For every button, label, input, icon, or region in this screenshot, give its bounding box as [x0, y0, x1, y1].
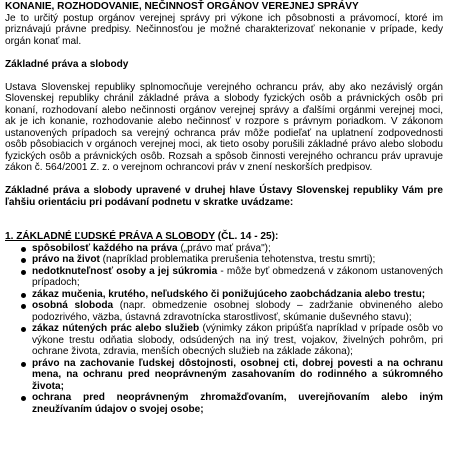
list-section-heading	[5, 231, 443, 243]
section-body-paragraph: Ustava Slovenskej republiky splnomocňuje verejného ochrancu práv, aby ako nezávislý orgán Slovenskej republiky chránil základné práva a slobody fyzických osôb a právnických osôb pri konaní, rozhodovaní alebo nečinnosti orgánov verejnej správy a ďalšími orgánmi verejnej moci, ak je ich konanie, rozhodovanie alebo nečinnosť v rozpore s právnym poriadkom. V zákonom ustanovených prípadoch sa verejný ochranca práv môže podieľať na uplatnení zodpovednosti osôb pôsobiacich v orgánoch verejnej moci, ak tieto osoby porušili základné právo alebo slobodu fyzických osôb a právnických osôb. Rozsah a spôsob činnosti verejného ochrancu práv upravuje zákon č. 564/2001 Z. z. o verejnom ochrancovi práv v znení neskorších predpisov.	[5, 81, 443, 173]
list-item	[32, 323, 443, 358]
list-item-bold: nedotknuteľnosť osoby a jej súkromia	[32, 265, 218, 277]
list-item	[32, 392, 443, 415]
list-item	[32, 289, 443, 301]
list-item-text: („právo mať práva");	[177, 242, 271, 254]
intro-paragraph: Je to určitý postup orgánov verejnej správy pri výkone ich pôsobnosti a právomocí, ktoré im priznávajú právne predpisy. Nečinnosťou je možné charakterizovať nekonanie v prípade, kedy orgán konať mal.	[5, 12, 443, 47]
list-section-label: 1. ZÁKLADNÉ ĽUDSKÉ PRÁVA A SLOBODY	[5, 231, 215, 242]
list-item-bold: ochrana pred neoprávneným zhromažďovaním, uverejňovaním alebo iným zneužívaním údajov o svojej osobe;	[32, 392, 443, 415]
list-item-bold: právo na život	[32, 254, 100, 265]
list-item	[32, 358, 443, 393]
list-section-reference: (ČL. 14 - 25):	[214, 231, 279, 242]
list-item-text: (napr. obmedzenie osobnej slobody – zadržanie obvineného alebo podozrivého, väzba, ústavná zdravotnícka starostlivosť, skúmanie duševného stavu);	[32, 300, 444, 323]
list-item	[32, 266, 443, 289]
list-item-bold: zákaz mučenia, krutého, neľudského či ponižujúceho zaobchádzania alebo trestu;	[32, 288, 426, 300]
list-item	[32, 243, 443, 255]
list-item-text: (výnimky zákon pripúšťa napríklad v prípade osôb vo výkone trestu odňatia slobody, odsúdených na iný trest, vojakov, živelných pohrôm, pri ochrane života, zdravia, menších obecných služieb na základe zákona);	[32, 323, 443, 357]
spacer	[5, 208, 443, 220]
lead-paragraph: Základné práva a slobody upravené v druhej hlave Ústavy Slovenskej republiky Vám pre ľahšiu orientáciu pri podávaní podnetu v skratke uvádzame:	[5, 185, 443, 208]
list-item-bold: spôsobilosť každého na práva	[32, 242, 178, 254]
list-item-text: (napríklad problematika prerušenia tehotenstva, trestu smrti);	[99, 254, 376, 265]
document-title: KONANIE, ROZHODOVANIE, NEČINNOSŤ ORGÁNOV VEREJNEJ SPRÁVY	[5, 1, 359, 12]
list-item-text: - môže byť obmedzená v zákonom ustanovených prípadoch;	[32, 265, 443, 288]
section-heading: Základné práva a slobody	[5, 58, 129, 70]
spacer	[5, 174, 443, 186]
spacer	[5, 70, 443, 82]
rights-list	[5, 243, 443, 416]
list-item-bold: osobná sloboda	[32, 300, 114, 311]
list-item-bold: zákaz nútených prác alebo služieb	[32, 323, 200, 334]
list-item	[32, 254, 443, 266]
spacer	[5, 47, 443, 59]
spacer	[5, 220, 443, 232]
list-item-bold: právo na zachovanie ľudskej dôstojnosti, osobnej cti, dobrej povesti a na ochranu mena, na ochranu pred neoprávneným zasahovaním do rodinného a súkromného života;	[32, 357, 443, 392]
list-item	[32, 300, 443, 323]
